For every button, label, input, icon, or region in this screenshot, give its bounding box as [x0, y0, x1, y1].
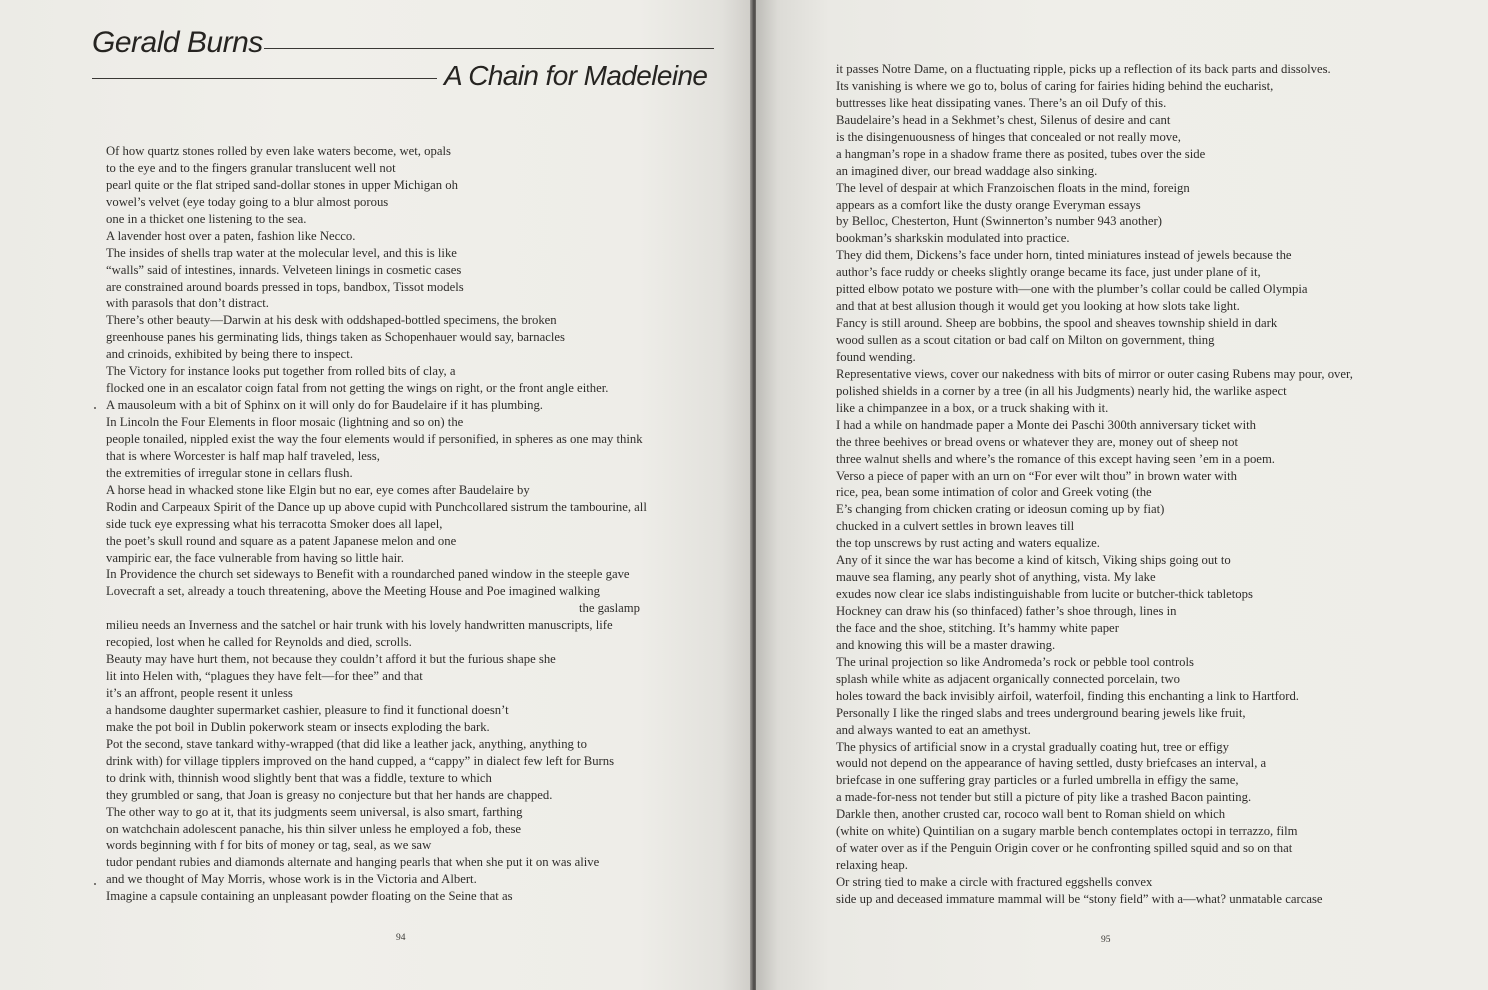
left-poem-text: [106, 143, 706, 905]
poem-line: Beauty may have hurt them, not because they couldn’t afford it but the furious shape she: [106, 652, 556, 667]
poem-line: by Belloc, Chesterton, Hunt (Swinnerton’s number 943 another): [836, 214, 1162, 229]
poem-line: they grumbled or sang, that Joan is greasy no conjecture but that her hands are chapped.: [106, 787, 553, 802]
poem-line: Hockney can draw his (so thinfaced) father’s shoe through, lines in: [836, 604, 1177, 618]
poem-line: relaxing heap.: [836, 858, 908, 873]
poem-line: flocked one in an escalator coign fatal from not getting the wings on right, or the front angle either.: [106, 381, 609, 396]
poem-line: and that at best allusion though it would get you looking at how slots take light.: [836, 299, 1240, 314]
poem-line: pearl quite or the flat striped sand-dollar stones in upper Michigan oh: [106, 177, 458, 192]
poem-line: the face and the shoe, stitching. It’s hammy white paper: [836, 620, 1119, 635]
poem-line: a handsome daughter supermarket cashier, pleasure to find it functional doesn’t: [106, 702, 509, 717]
poem-line: The insides of shells trap water at the molecular level, and this is like: [106, 245, 457, 260]
poem-line: and crinoids, exhibited by being there to inspect.: [106, 347, 353, 362]
poem-line: Rodin and Carpeaux Spirit of the Dance up up above cupid with Punchcollared sistrum the tambourine, all: [106, 499, 647, 514]
poem-line: splash while white as adjacent organically connected porcelain, two: [836, 671, 1180, 686]
poem-line: that is where Worcester is half map half traveled, less,: [106, 448, 380, 463]
poem-line: buttresses like heat dissipating vanes. There’s an oil Dufy of this.: [836, 95, 1167, 110]
poem-line: it passes Notre Dame, on a fluctuating ripple, picks up a reflection of its back parts and dissolves.: [836, 62, 1331, 76]
poem-line: one in a thicket one listening to the sea.: [106, 211, 307, 226]
poem-line: a made-for-ness not tender but still a picture of pity like a trashed Bacon painting.: [836, 790, 1252, 805]
poem-line: wood sullen as a scout citation or bad calf on Milton on government, thing: [836, 333, 1215, 347]
heading-rule-bottom: [92, 78, 437, 79]
poem-line: vampiric ear, the face vulnerable from having so little hair.: [106, 550, 404, 565]
poem-line: the extremities of irregular stone in cellars flush.: [106, 465, 353, 480]
poem-line: vowel’s velvet (eye today going to a blur almost porous: [106, 194, 389, 209]
poem-line: holes toward the back invisibly airfoil, waterfoil, finding this enchanting a link to Hartford.: [836, 688, 1299, 703]
poem-line: are constrained around boards pressed in tops, bandbox, Tissot models: [106, 279, 464, 294]
poem-line: The Victory for instance looks put together from rolled bits of clay, a: [106, 364, 456, 379]
poem-line: Any of it since the war has become a kind of kitsch, Viking ships going out to: [836, 553, 1231, 568]
poem-line: Pot the second, stave tankard withy-wrapped (that did like a leather jack, anything, anything to: [106, 736, 587, 751]
heading-rule-top: [264, 48, 714, 49]
poem-line: it’s an affront, people resent it unless: [106, 686, 293, 700]
poem-line: and always wanted to eat an amethyst.: [836, 722, 1031, 737]
poem-line: I had a while on handmade paper a Monte dei Paschi 300th anniversary ticket with: [836, 417, 1256, 432]
poem-line: exudes now clear ice slabs indistinguishable from lucite or butcher-thick tabletops: [836, 587, 1253, 602]
poem-line: Baudelaire’s head in a Sekhmet’s chest, Silenus of desire and cant: [836, 112, 1171, 127]
poem-line: Darkle then, another crusted car, rococo wall bent to Roman shield on which: [836, 807, 1226, 822]
poem-line: tudor pendant rubies and diamonds alternate and hanging pearls that when she put it on was alive: [106, 855, 600, 870]
poem-line: on watchchain adolescent panache, his thin silver unless he employed a fob, these: [106, 821, 522, 836]
poem-line: The level of despair at which Franzoischen floats in the mind, foreign: [836, 180, 1190, 195]
poem-line: three walnut shells and where’s the romance of this except having seen ’em in a poem.: [836, 451, 1275, 466]
poem-line: The other way to go at it, that its judgments seem universal, is also smart, farthing: [106, 804, 523, 819]
poem-line: a hangman’s rope in a shadow frame there as posited, tubes over the side: [836, 146, 1206, 161]
poem-line: A mausoleum with a bit of Sphinx on it will only do for Baudelaire if it has plumbing.: [106, 398, 543, 413]
poem-line: words beginning with f for bits of money or tag, seal, as we saw: [106, 838, 432, 853]
poem-line: “walls” said of intestines, innards. Velveteen linings in cosmetic cases: [106, 262, 462, 277]
poem-line: found wending.: [836, 349, 916, 364]
poem-line: to the eye and to the fingers granular translucent well not: [106, 160, 396, 175]
poem-line: is the disingenuousness of hinges that concealed or not really move,: [836, 129, 1181, 144]
poem-line: side up and deceased immature mammal will be “stony field” with a—what? unmatable carcase: [836, 891, 1323, 906]
poem-line: the gaslamp: [579, 601, 640, 616]
author-name: Gerald Burns: [92, 26, 263, 59]
poem-line: to drink with, thinnish wood slightly bent that was a fiddle, texture to which: [106, 770, 492, 785]
poem-line: milieu needs an Inverness and the satchel or hair trunk with his lovely handwritten manuscripts, life: [106, 618, 613, 633]
poem-line: Of how quartz stones rolled by even lake waters become, wet, opals: [106, 144, 451, 158]
poem-line: Its vanishing is where we go to, bolus of caring for fairies hiding behind the eucharist,: [836, 78, 1274, 93]
poem-line: The urinal projection so like Andromeda’s rock or pebble tool controls: [836, 654, 1194, 669]
poem-line: the poet’s skull round and square as a patent Japanese melon and one: [106, 533, 457, 548]
poem-line: drink with) for village tipplers improved on the hand cupped, a “cappy” in dialect few left for Burns: [106, 753, 615, 768]
poem-line: E’s changing from chicken crating or ideosun coming up by fiat): [836, 502, 1165, 517]
poem-line: chucked in a culvert settles in brown leaves till: [836, 519, 1075, 534]
poem-line: bookman’s sharkskin modulated into practice.: [836, 231, 1070, 246]
poem-line: recopied, lost when he called for Reynolds and died, scrolls.: [106, 635, 412, 650]
poem-line: side tuck eye expressing what his terracotta Smoker does all lapel,: [106, 516, 443, 531]
poem-line: like a chimpanzee in a box, or a truck shaking with it.: [836, 400, 1109, 415]
poem-line: the three beehives or bread ovens or whatever they are, money out of sheep not: [836, 434, 1238, 449]
page-number-left: 94: [396, 933, 406, 943]
poem-line: make the pot boil in Dublin pokerwork steam or insects exploding the bark.: [106, 719, 490, 734]
poem-line: greenhouse panes his germinating lids, things taken as Schopenhauer would say, barnacles: [106, 330, 565, 345]
poem-line: appears as a comfort like the dusty orange Everyman essays: [836, 197, 1141, 212]
poem-line: briefcase in one suffering gray particles or a furled umbrella in effigy the same,: [836, 773, 1239, 788]
poem-line: and knowing this will be a master drawing.: [836, 637, 1056, 652]
poem-line: rice, pea, bean some intimation of color and Greek voting (the: [836, 485, 1152, 500]
poem-line: would not depend on the appearance of having settled, dusty briefcases an interval, a: [836, 756, 1267, 771]
poem-line: Verso a piece of paper with an urn on “For ever wilt thou” in brown water with: [836, 468, 1237, 483]
poem-line: Imagine a capsule containing an unpleasant powder floating on the Seine that as: [106, 889, 513, 904]
poem-line: the top unscrews by rust acting and waters equalize.: [836, 536, 1100, 551]
poem-line: pitted elbow potato we posture with—one with the plumber’s collar could be called Olympia: [836, 282, 1308, 297]
poem-line: A horse head in whacked stone like Elgin but no ear, eye comes after Baudelaire by: [106, 482, 530, 497]
poem-line: In Lincoln the Four Elements in floor mosaic (lightning and so on) the: [106, 415, 464, 429]
poem-line: In Providence the church set sideways to Benefit with a roundarched paned window in the steeple gave: [106, 567, 630, 582]
poem-line: (white on white) Quintilian on a sugary marble bench contemplates octopi in terrazzo, film: [836, 824, 1298, 839]
poem-line: The physics of artificial snow in a crystal gradually coating hut, tree or effigy: [836, 739, 1229, 754]
poem-line: There’s other beauty—Darwin at his desk with oddshaped-bottled specimens, the broken: [106, 313, 557, 328]
poem-line: with parasols that don’t distract.: [106, 296, 269, 311]
poem-line: Fancy is still around. Sheep are bobbins, the spool and sheaves township shield in dark: [836, 316, 1278, 331]
poem-title: A Chain for Madeleine: [444, 60, 708, 91]
right-poem-text: [836, 61, 1406, 908]
poem-line: lit into Helen with, “plagues they have felt—for thee” and that: [106, 669, 423, 684]
margin-mark: [94, 407, 96, 409]
poem-line: Or string tied to make a circle with fractured eggshells convex: [836, 875, 1153, 889]
poem-line: Representative views, cover our nakedness with bits of mirror or outer casing Rubens may pour, over,: [836, 366, 1353, 381]
poem-line: They did them, Dickens’s face under horn, tinted miniatures instead of jewels because the: [836, 248, 1292, 263]
poem-line: mauve sea flaming, any pearly shot of anything, vista. My lake: [836, 570, 1156, 585]
poem-line: Lovecraft a set, already a touch threatening, above the Meeting House and Poe imagined walking: [106, 584, 600, 599]
poem-line: polished shields in a corner by a tree (in all his Judgments) nearly hid, the warlike aspect: [836, 383, 1287, 398]
poem-line: author’s face ruddy or cheeks slightly orange became its face, just under plane of it,: [836, 265, 1261, 280]
page-number-right: 95: [1101, 935, 1111, 945]
margin-mark: [94, 883, 96, 885]
poem-line: of water over as if the Penguin Origin cover or he confronting spilled squid and so on that: [836, 841, 1293, 856]
poem-line: Personally I like the ringed slabs and trees underground bearing jewels like fruit,: [836, 705, 1246, 720]
poem-line: A lavender host over a paten, fashion like Necco.: [106, 228, 356, 243]
poem-line: an imagined diver, our bread waddage also sinking.: [836, 163, 1098, 178]
poem-line: people tonailed, nippled exist the way the four elements would if personified, in spheres as one may think: [106, 431, 643, 446]
poem-line: and we thought of May Morris, whose work is in the Victoria and Albert.: [106, 872, 477, 887]
